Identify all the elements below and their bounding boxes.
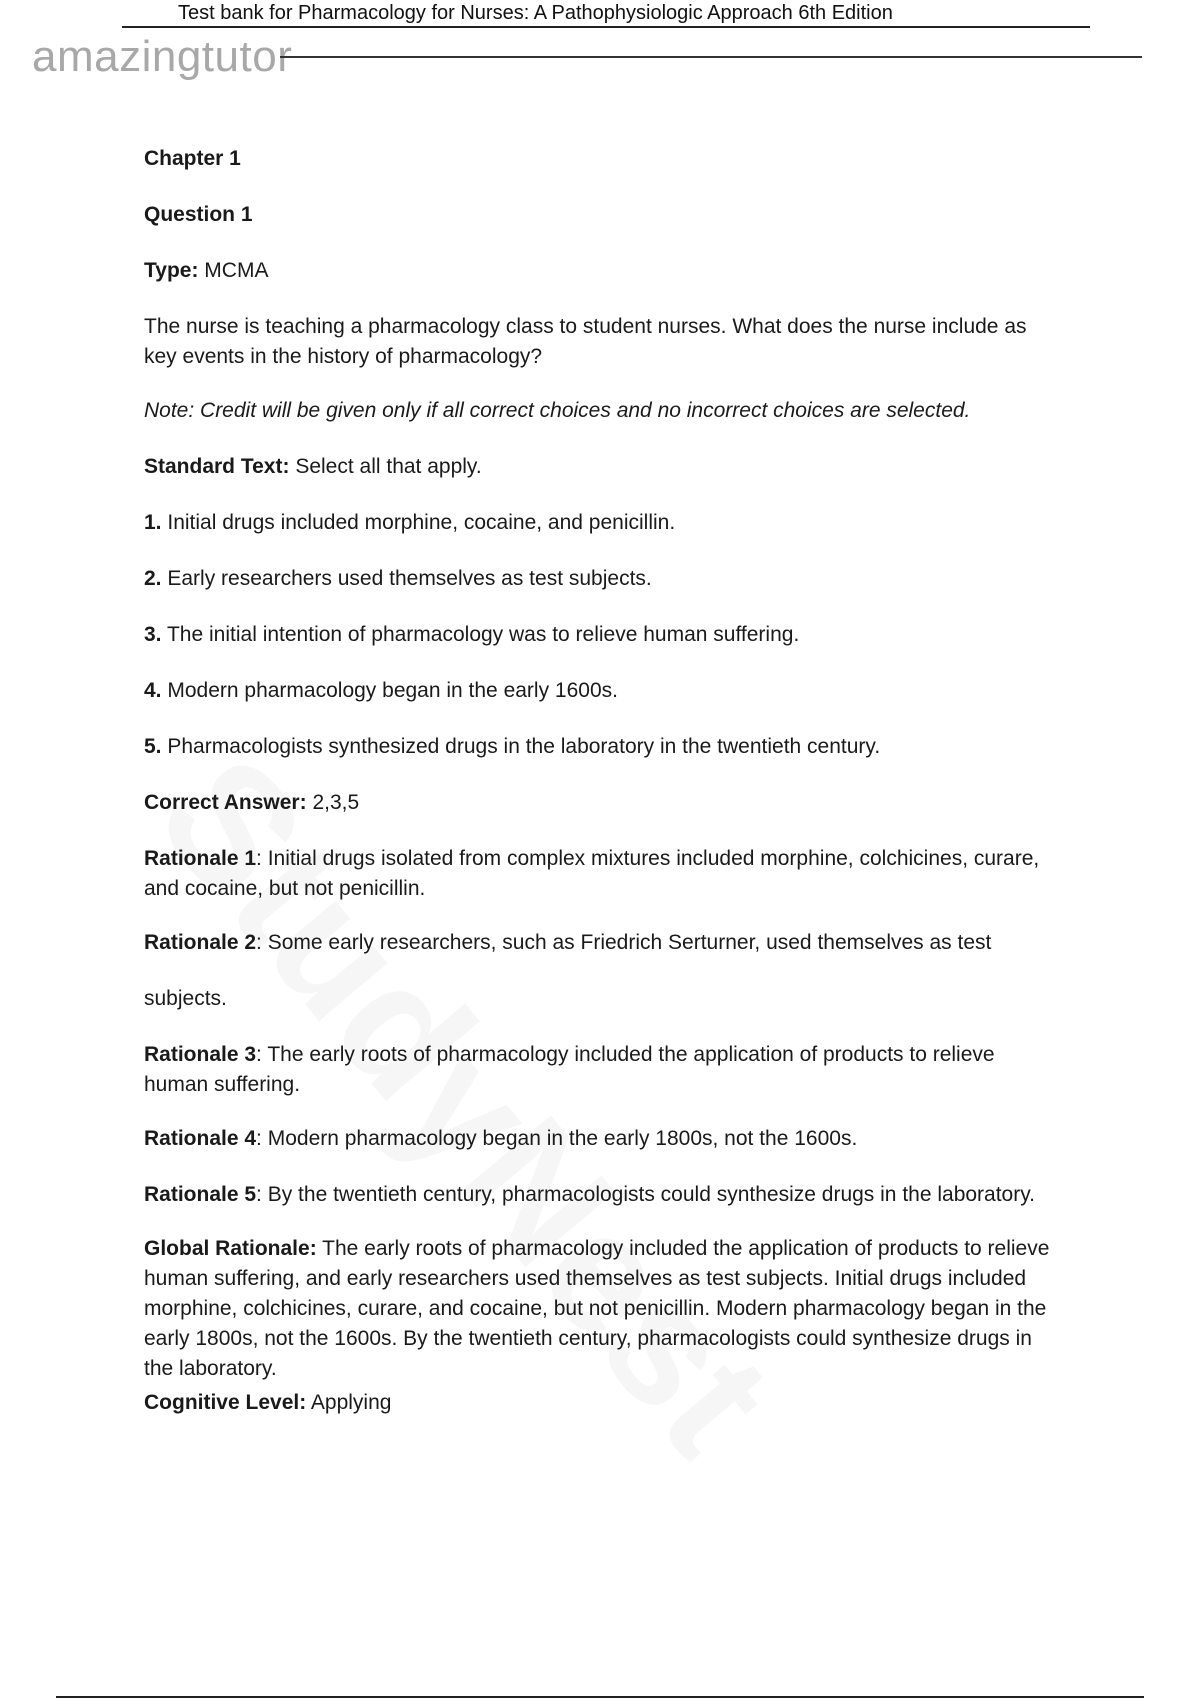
rationale-1	[144, 844, 1064, 904]
rationale-text: : By the twentieth century, pharmacologists could synthesize drugs in the laboratory.	[256, 1183, 1036, 1206]
correct-answer-label: Correct Answer:	[144, 791, 307, 814]
option-text: Pharmacologists synthesized drugs in the laboratory in the twentieth century.	[167, 735, 881, 758]
standard-text-label: Standard Text:	[144, 455, 290, 478]
scoring-note: Note: Credit will be given only if all correct choices and no incorrect choices are selected.	[144, 399, 971, 422]
cognitive-level-label: Cognitive Level:	[144, 1391, 307, 1414]
option-number: 4.	[144, 679, 162, 702]
rationale-2	[144, 928, 1064, 958]
answer-option-3	[144, 620, 1064, 650]
answer-option-4	[144, 676, 1064, 706]
option-number: 2.	[144, 567, 162, 590]
option-number: 1.	[144, 511, 162, 534]
option-number: 3.	[144, 623, 162, 646]
standard-text	[144, 452, 1064, 482]
rationale-text: : Some early researchers, such as Friedrich Serturner, used themselves as test	[256, 931, 992, 954]
global-rationale-label: Global Rationale:	[144, 1237, 317, 1260]
brand-logo: amazingtutor	[32, 32, 293, 81]
correct-answer	[144, 788, 1064, 818]
question-heading: Question 1	[144, 203, 253, 226]
brand-rule	[280, 56, 1142, 58]
chapter-heading: Chapter 1	[144, 147, 241, 170]
question-content	[144, 144, 1064, 1444]
rationale-text: : Initial drugs isolated from complex mixtures included morphine, colchicines, curare, and cocaine, but not penicillin.	[144, 847, 1040, 900]
type-value: MCMA	[204, 259, 269, 282]
answer-option-1	[144, 508, 1064, 538]
rationale-label: Rationale 1	[144, 847, 257, 870]
option-number: 5.	[144, 735, 162, 758]
global-rationale	[144, 1234, 1064, 1384]
option-text: Early researchers used themselves as test subjects.	[167, 567, 652, 590]
question-stem: The nurse is teaching a pharmacology class to student nurses. What does the nurse include as key events in the history of pharmacology?	[144, 315, 1027, 368]
cognitive-level-value: Applying	[310, 1391, 392, 1414]
rationale-text: : The early roots of pharmacology included the application of products to relieve human suffering.	[144, 1043, 995, 1096]
header-rule	[122, 26, 1090, 28]
rationale-5	[144, 1180, 1064, 1210]
rationale-text: : Modern pharmacology began in the early 1800s, not the 1600s.	[256, 1127, 858, 1150]
answer-option-2	[144, 564, 1064, 594]
rationale-label: Rationale 4	[144, 1127, 257, 1150]
footer-rule	[56, 1696, 1144, 1698]
global-rationale-text: The early roots of pharmacology included the application of products to relieve human suffering, and early researchers used themselves as test subjects. Initial drugs included morphine, colchicines, curare, and cocaine, but not penicillin. Modern pharmacology began in the early 1800s, not the 1600s. By the twentieth century, pharmacologists could synthesize drugs in the laboratory.	[144, 1237, 1050, 1380]
cognitive-level	[144, 1388, 1064, 1418]
rationale-3	[144, 1040, 1064, 1100]
rationale-label: Rationale 2	[144, 931, 257, 954]
standard-text-value: Select all that apply.	[295, 455, 482, 478]
document-header-title: Test bank for Pharmacology for Nurses: A Pathophysiologic Approach 6th Edition	[178, 2, 893, 24]
question-type	[144, 256, 1064, 286]
option-text: The initial intention of pharmacology was to relieve human suffering.	[166, 623, 800, 646]
rationale-4	[144, 1124, 1064, 1154]
correct-answer-value: 2,3,5	[312, 791, 360, 814]
answer-option-5	[144, 732, 1064, 762]
rationale-label: Rationale 3	[144, 1043, 257, 1066]
rationale-label: Rationale 5	[144, 1183, 257, 1206]
option-text: Initial drugs included morphine, cocaine, and penicillin.	[167, 511, 676, 534]
option-text: Modern pharmacology began in the early 1600s.	[167, 679, 618, 702]
type-label: Type:	[144, 259, 199, 282]
rationale-2-continuation: subjects.	[144, 987, 227, 1010]
